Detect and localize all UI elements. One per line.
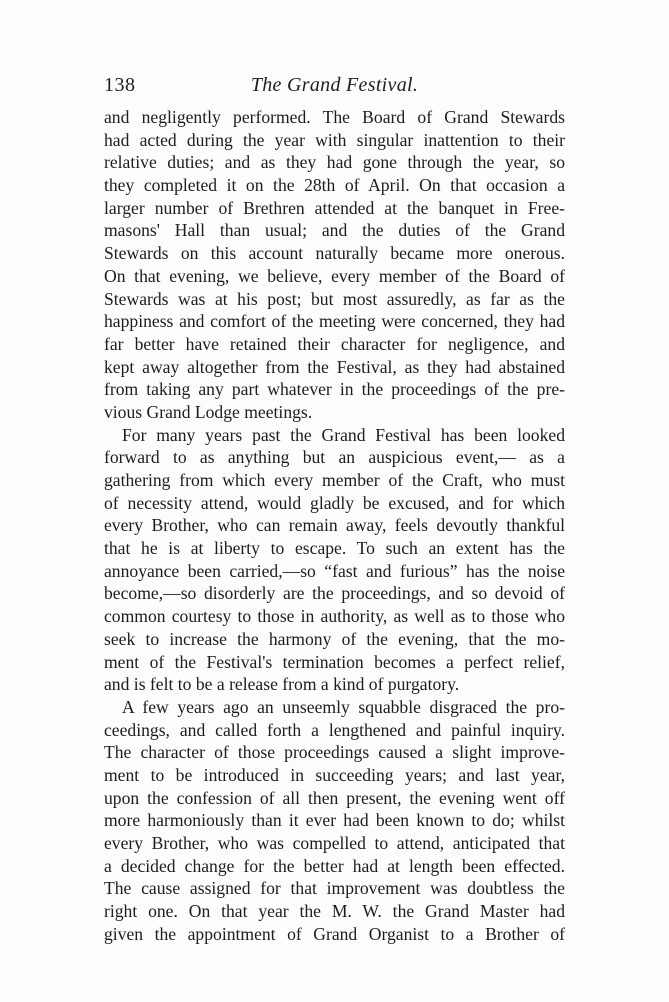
text-line: upon the confession of all then present, the evening went off	[104, 787, 565, 808]
text-line: common courtesy to those in authority, as well as to those who	[104, 606, 565, 627]
running-title: The Grand Festival.	[250, 74, 419, 96]
text-line: For many years past the Grand Festival has been looked	[122, 424, 565, 445]
text-line: given the appointment of Grand Organist to a Brother of	[104, 923, 565, 944]
text-line: A few years ago an unseemly squabble disgraced the pro-	[122, 696, 565, 717]
text-line: relative duties; and as they had gone through the year, so	[104, 152, 565, 173]
text-line: On that evening, we believe, every member of the Board of	[104, 265, 565, 286]
page-number: 138	[104, 74, 136, 96]
text-line: had acted during the year with singular inattention to their	[104, 129, 565, 150]
text-line: they completed it on the 28th of April. On that occasion a	[104, 175, 565, 196]
text-line: ceedings, and called forth a lengthened and painful inquiry.	[104, 719, 565, 740]
text-line: and is felt to be a release from a kind of purgatory.	[104, 674, 460, 695]
text-line: happiness and comfort of the meeting were concerned, they had	[104, 311, 565, 332]
text-line: kept away altogether from the Festival, as they had abstained	[104, 356, 565, 377]
text-line: gathering from which every member of the Craft, who must	[104, 470, 565, 490]
text-line: become,—so disorderly are the proceedings, and so devoid of	[104, 583, 565, 604]
text-line: and negligently performed. The Board of Grand Stewards	[104, 107, 565, 127]
text-line: far better have retained their character for negligence, and	[104, 333, 565, 354]
text-line: vious Grand Lodge meetings.	[104, 401, 313, 422]
page-header	[104, 74, 565, 100]
text-line: that he is at liberty to escape. To such an extent has the	[104, 538, 565, 559]
text-line: annoyance been carried,—so “fast and furious” has the noise	[104, 560, 565, 581]
text-line: ment to be introduced in succeeding years; and last year,	[104, 764, 565, 785]
text-line: from taking any part whatever in the proceedings of the pre-	[104, 379, 565, 400]
text-line: forward to as anything but an auspicious event,— as a	[104, 447, 565, 468]
text-line: The cause assigned for that improvement was doubtless the	[104, 878, 565, 899]
body-text	[104, 106, 565, 945]
text-line: ment of the Festival's termination becomes a perfect relief,	[104, 651, 565, 672]
text-line: Stewards was at his post; but most assuredly, as far as the	[104, 288, 565, 309]
text-line: larger number of Brethren attended at the banquet in Free-	[104, 197, 565, 218]
text-line: seek to increase the harmony of the evening, that the mo-	[104, 628, 565, 649]
text-line: every Brother, who can remain away, feels devoutly thankful	[104, 515, 565, 536]
text-line: right one. On that year the M. W. the Grand Master had	[104, 901, 565, 922]
text-line: more harmoniously than it ever had been known to do; whilst	[104, 810, 565, 831]
text-line: masons' Hall than usual; and the duties of the Grand	[104, 220, 565, 241]
text-line: Stewards on this account naturally became more onerous.	[104, 243, 565, 264]
text-line: a decided change for the better had at length been effected.	[104, 855, 565, 876]
text-line: of necessity attend, would gladly be excused, and for which	[104, 492, 565, 513]
text-line: The character of those proceedings caused a slight improve-	[104, 742, 565, 763]
text-line: every Brother, who was compelled to attend, anticipated that	[104, 833, 565, 853]
